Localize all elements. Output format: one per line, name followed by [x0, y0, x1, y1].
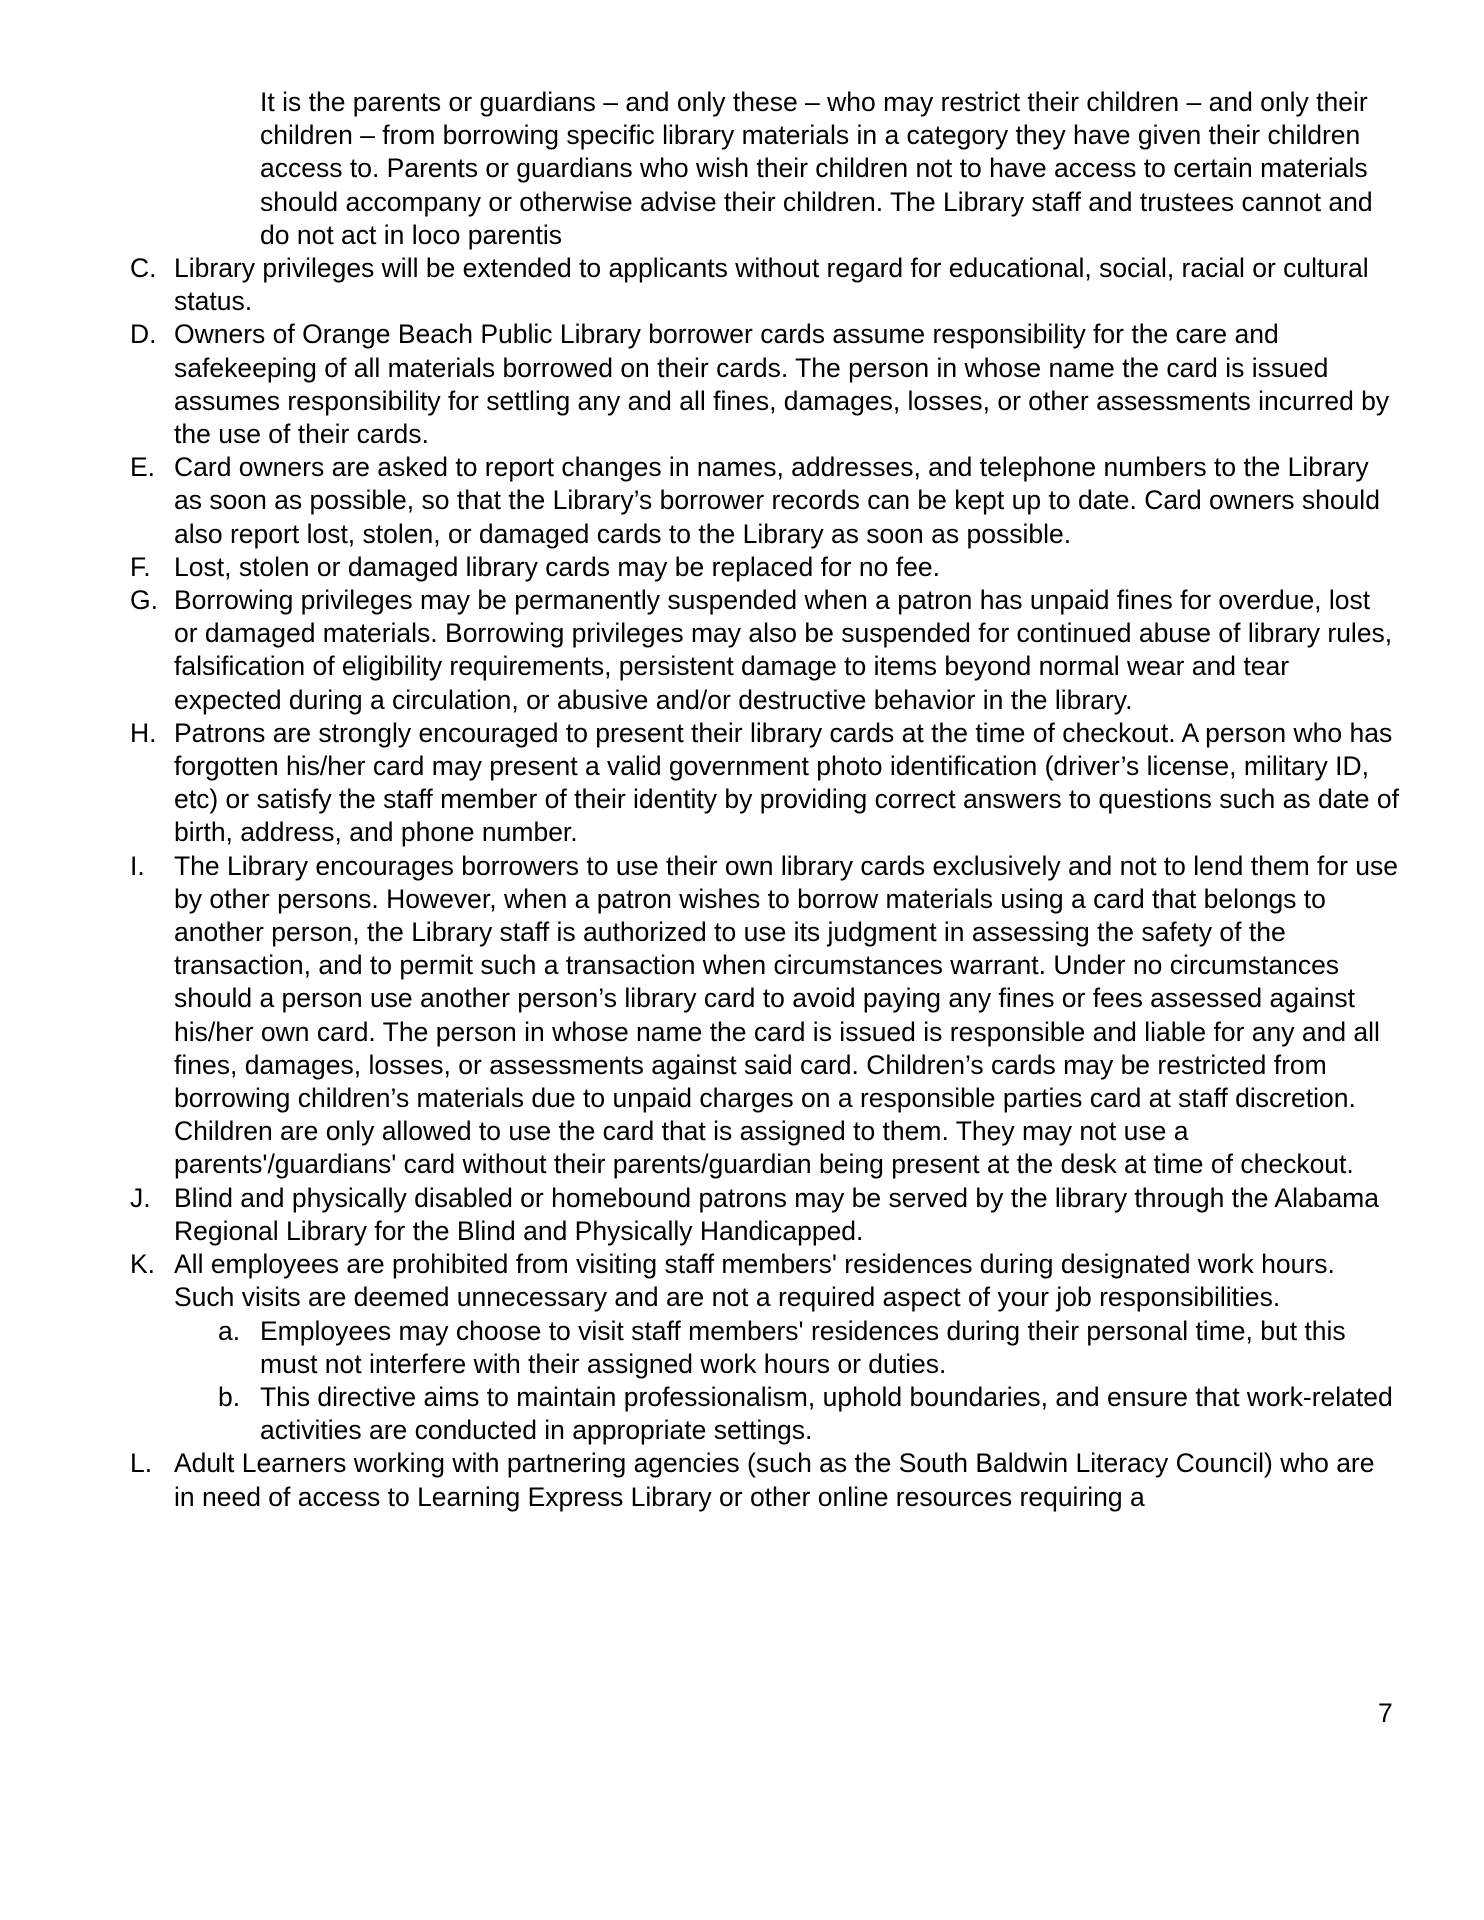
list-item-e	[130, 451, 1400, 551]
list-marker: J.	[130, 1182, 151, 1213]
list-item-i	[130, 850, 1400, 1182]
list-item-text: Patrons are strongly encouraged to present their library cards at the time of checkout. A person who has forgotten his/her card may present a valid government photo identification (driver’s license, military ID, etc) or satisfy the staff member of their identity by providing correct answers to questions such as date of birth, address, and phone number.	[174, 717, 1399, 848]
policy-list	[130, 252, 1400, 1514]
list-item-l	[130, 1447, 1400, 1513]
list-item-d	[130, 318, 1400, 451]
list-marker: F.	[130, 551, 151, 582]
list-item-g	[130, 584, 1400, 717]
list-item-text: All employees are prohibited from visiting staff members' residences during designated work hours. Such visits are deemed unnecessary and are not a required aspect of your job responsibilities.	[174, 1249, 1335, 1313]
sub-item-marker: a.	[218, 1315, 241, 1346]
list-item-text: Card owners are asked to report changes in names, addresses, and telephone numbers to the Library as soon as possible, so that the Library’s borrower records can be kept up to date. Card owners should also report lost, stolen, or damaged cards to the Library as soon as possible.	[174, 452, 1380, 549]
list-item-c	[130, 252, 1400, 318]
intro-paragraph: It is the parents or guardians – and only these – who may restrict their children – and only their children – from borrowing specific library materials in a category they have given their children access to. Parents or guardians who wish their children not to have access to certain materials should accompany or otherwise advise their children. The Library staff and trustees cannot and do not act in loco parentis	[260, 87, 1373, 250]
sub-item-marker: b.	[218, 1381, 241, 1412]
list-item-f	[130, 551, 1400, 584]
list-item-text: Borrowing privileges may be permanently suspended when a patron has unpaid fines for overdue, lost or damaged materials. Borrowing privileges may also be suspended for continued abuse of library rules, falsification of eligibility requirements, persistent damage to items beyond normal wear and tear expected during a circulation, or abusive and/or destructive behavior in the library.	[174, 585, 1393, 715]
sub-item-text: Employees may choose to visit staff members' residences during their personal time, but this must not interfere with their assigned work hours or duties.	[260, 1315, 1346, 1379]
list-marker: I.	[130, 850, 145, 881]
list-marker: E.	[130, 452, 156, 483]
list-item-text: Owners of Orange Beach Public Library borrower cards assume responsibility for the care and safekeeping of all materials borrowed on their cards. The person in whose name the card is issued assumes responsibility for settling any and all fines, damages, losses, or other assessments incurred by the use of their cards.	[174, 319, 1390, 450]
list-item-text: The Library encourages borrowers to use their own library cards exclusively and not to lend them for use by other persons. However, when a patron wishes to borrow materials using a card that belongs to another person, the Library staff is authorized to use its judgment in assessing the safety of the transaction, and to permit such a transaction when circumstances warrant. Under no circumstances should a person use another person’s library card to avoid paying any fines or fees assessed against his/her own card. The person in whose name the card is issued is responsible and liable for any and all fines, damages, losses, or assessments against said card. Children’s cards may be restricted from borrowing children’s materials due to unpaid charges on a responsible parties card at staff discretion. Children are only allowed to use the card that is assigned to them. They may not use a parents'/guardians' card without their parents/guardian being present at the desk at time of checkout.	[174, 850, 1399, 1180]
sub-item-b	[130, 1381, 1400, 1447]
list-marker: D.	[130, 319, 157, 350]
list-marker: K.	[130, 1249, 156, 1280]
list-item-h	[130, 717, 1400, 850]
list-item-text: Lost, stolen or damaged library cards may be replaced for no fee.	[174, 551, 940, 582]
list-marker: G.	[130, 585, 158, 616]
list-item-text: Adult Learners working with partnering agencies (such as the South Baldwin Literacy Council) who are in need of access to Learning Express Library or other online resources requiring a	[174, 1448, 1375, 1512]
list-marker: H.	[130, 717, 157, 748]
sub-item-a	[130, 1315, 1400, 1381]
list-item-text: Library privileges will be extended to applicants without regard for educational, social, racial or cultural status.	[174, 253, 1369, 317]
page-number: 7	[1378, 1698, 1393, 1728]
list-item-k	[130, 1248, 1400, 1314]
list-item-text: Blind and physically disabled or homebound patrons may be served by the library through the Alabama Regional Library for the Blind and Physically Handicapped.	[174, 1182, 1379, 1246]
list-marker: L.	[130, 1448, 153, 1479]
list-marker: C.	[130, 253, 157, 283]
sub-item-text: This directive aims to maintain professionalism, uphold boundaries, and ensure that work-related activities are conducted in appropriate settings.	[260, 1381, 1393, 1446]
list-item-j	[130, 1182, 1400, 1248]
